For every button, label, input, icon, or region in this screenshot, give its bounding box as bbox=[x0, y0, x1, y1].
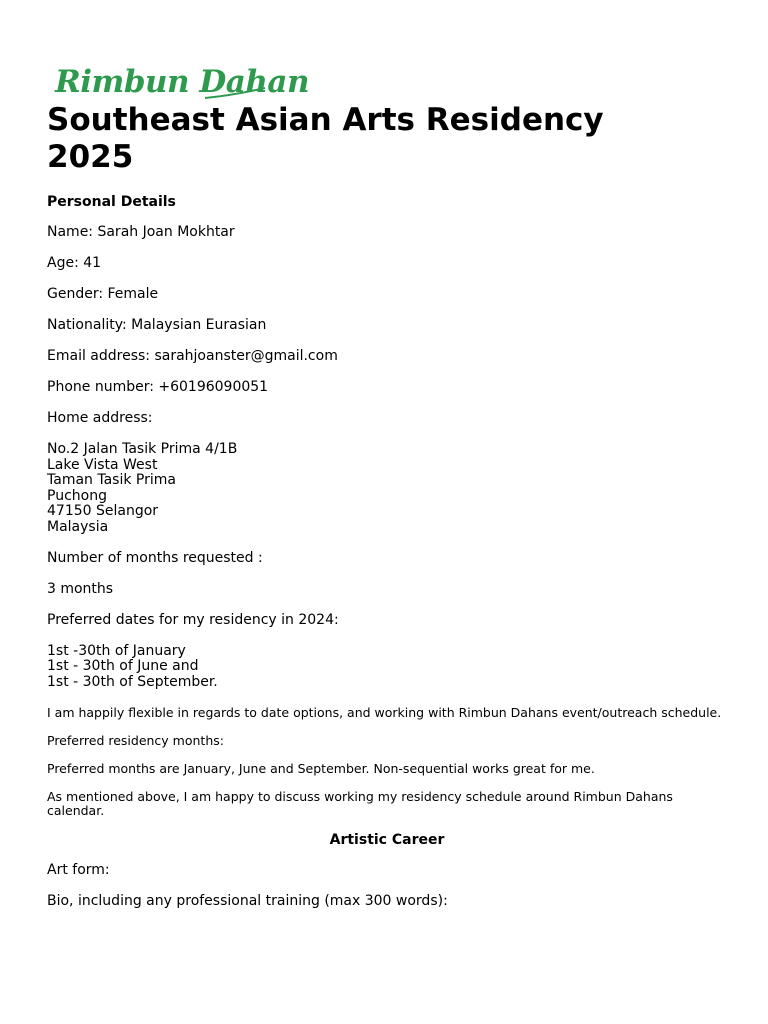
address-line: Lake Vista West bbox=[47, 456, 158, 473]
discuss-note: As mentioned above, I am happy to discuss working my residency schedule around Rimbun Dahans calendar. bbox=[47, 788, 673, 818]
document-page bbox=[47, 62, 727, 925]
flexible-note: I am happily flexible in regards to date options, and working with Rimbun Dahans event/outreach schedule. bbox=[47, 704, 722, 720]
art-form-label: Art form: bbox=[47, 861, 110, 878]
preferred-dates-label: Preferred dates for my residency in 2024: bbox=[47, 611, 339, 628]
home-address-block bbox=[47, 442, 727, 535]
gender-field: Gender: Female bbox=[47, 286, 159, 302]
months-requested-value: 3 months bbox=[47, 580, 114, 597]
home-address-label: Home address: bbox=[47, 410, 153, 426]
document-title bbox=[47, 102, 727, 176]
svg-text:Rimbun Dahan: Rimbun Dahan bbox=[55, 64, 310, 100]
preferred-date-line: 1st - 30th of June and bbox=[47, 658, 199, 674]
months-requested-label: Number of months requested : bbox=[47, 549, 263, 566]
address-line: No.2 Jalan Tasik Prima 4/1B bbox=[47, 441, 238, 457]
address-line: Taman Tasik Prima bbox=[47, 472, 176, 488]
bio-label: Bio, including any professional training (max 300 words): bbox=[47, 892, 448, 909]
address-line: 47150 Selangor bbox=[47, 503, 159, 519]
rimbun-dahan-logo bbox=[55, 62, 310, 104]
address-line: Puchong bbox=[47, 487, 107, 504]
address-line: Malaysia bbox=[47, 518, 109, 535]
preferred-dates-block bbox=[47, 644, 727, 691]
artistic-career-heading: Artistic Career bbox=[329, 831, 445, 848]
personal-details-heading: Personal Details bbox=[47, 194, 176, 210]
phone-field: Phone number: +60196090051 bbox=[47, 379, 269, 395]
email-field: Email address: sarahjoanster@gmail.com bbox=[47, 348, 338, 364]
preferred-date-line: 1st - 30th of September. bbox=[47, 673, 218, 690]
preferred-date-line: 1st -30th of January bbox=[47, 642, 186, 659]
preferred-months-label: Preferred residency months: bbox=[47, 732, 224, 748]
name-field: Name: Sarah Joan Mokhtar bbox=[47, 224, 235, 240]
nationality-field: Nationality: Malaysian Eurasian bbox=[47, 317, 267, 333]
preferred-months-text: Preferred months are January, June and September. Non-sequential works great for me. bbox=[47, 760, 595, 776]
title-line-2: 2025 bbox=[47, 139, 134, 175]
title-line-1: Southeast Asian Arts Residency bbox=[47, 102, 604, 138]
age-field: Age: 41 bbox=[47, 255, 102, 271]
